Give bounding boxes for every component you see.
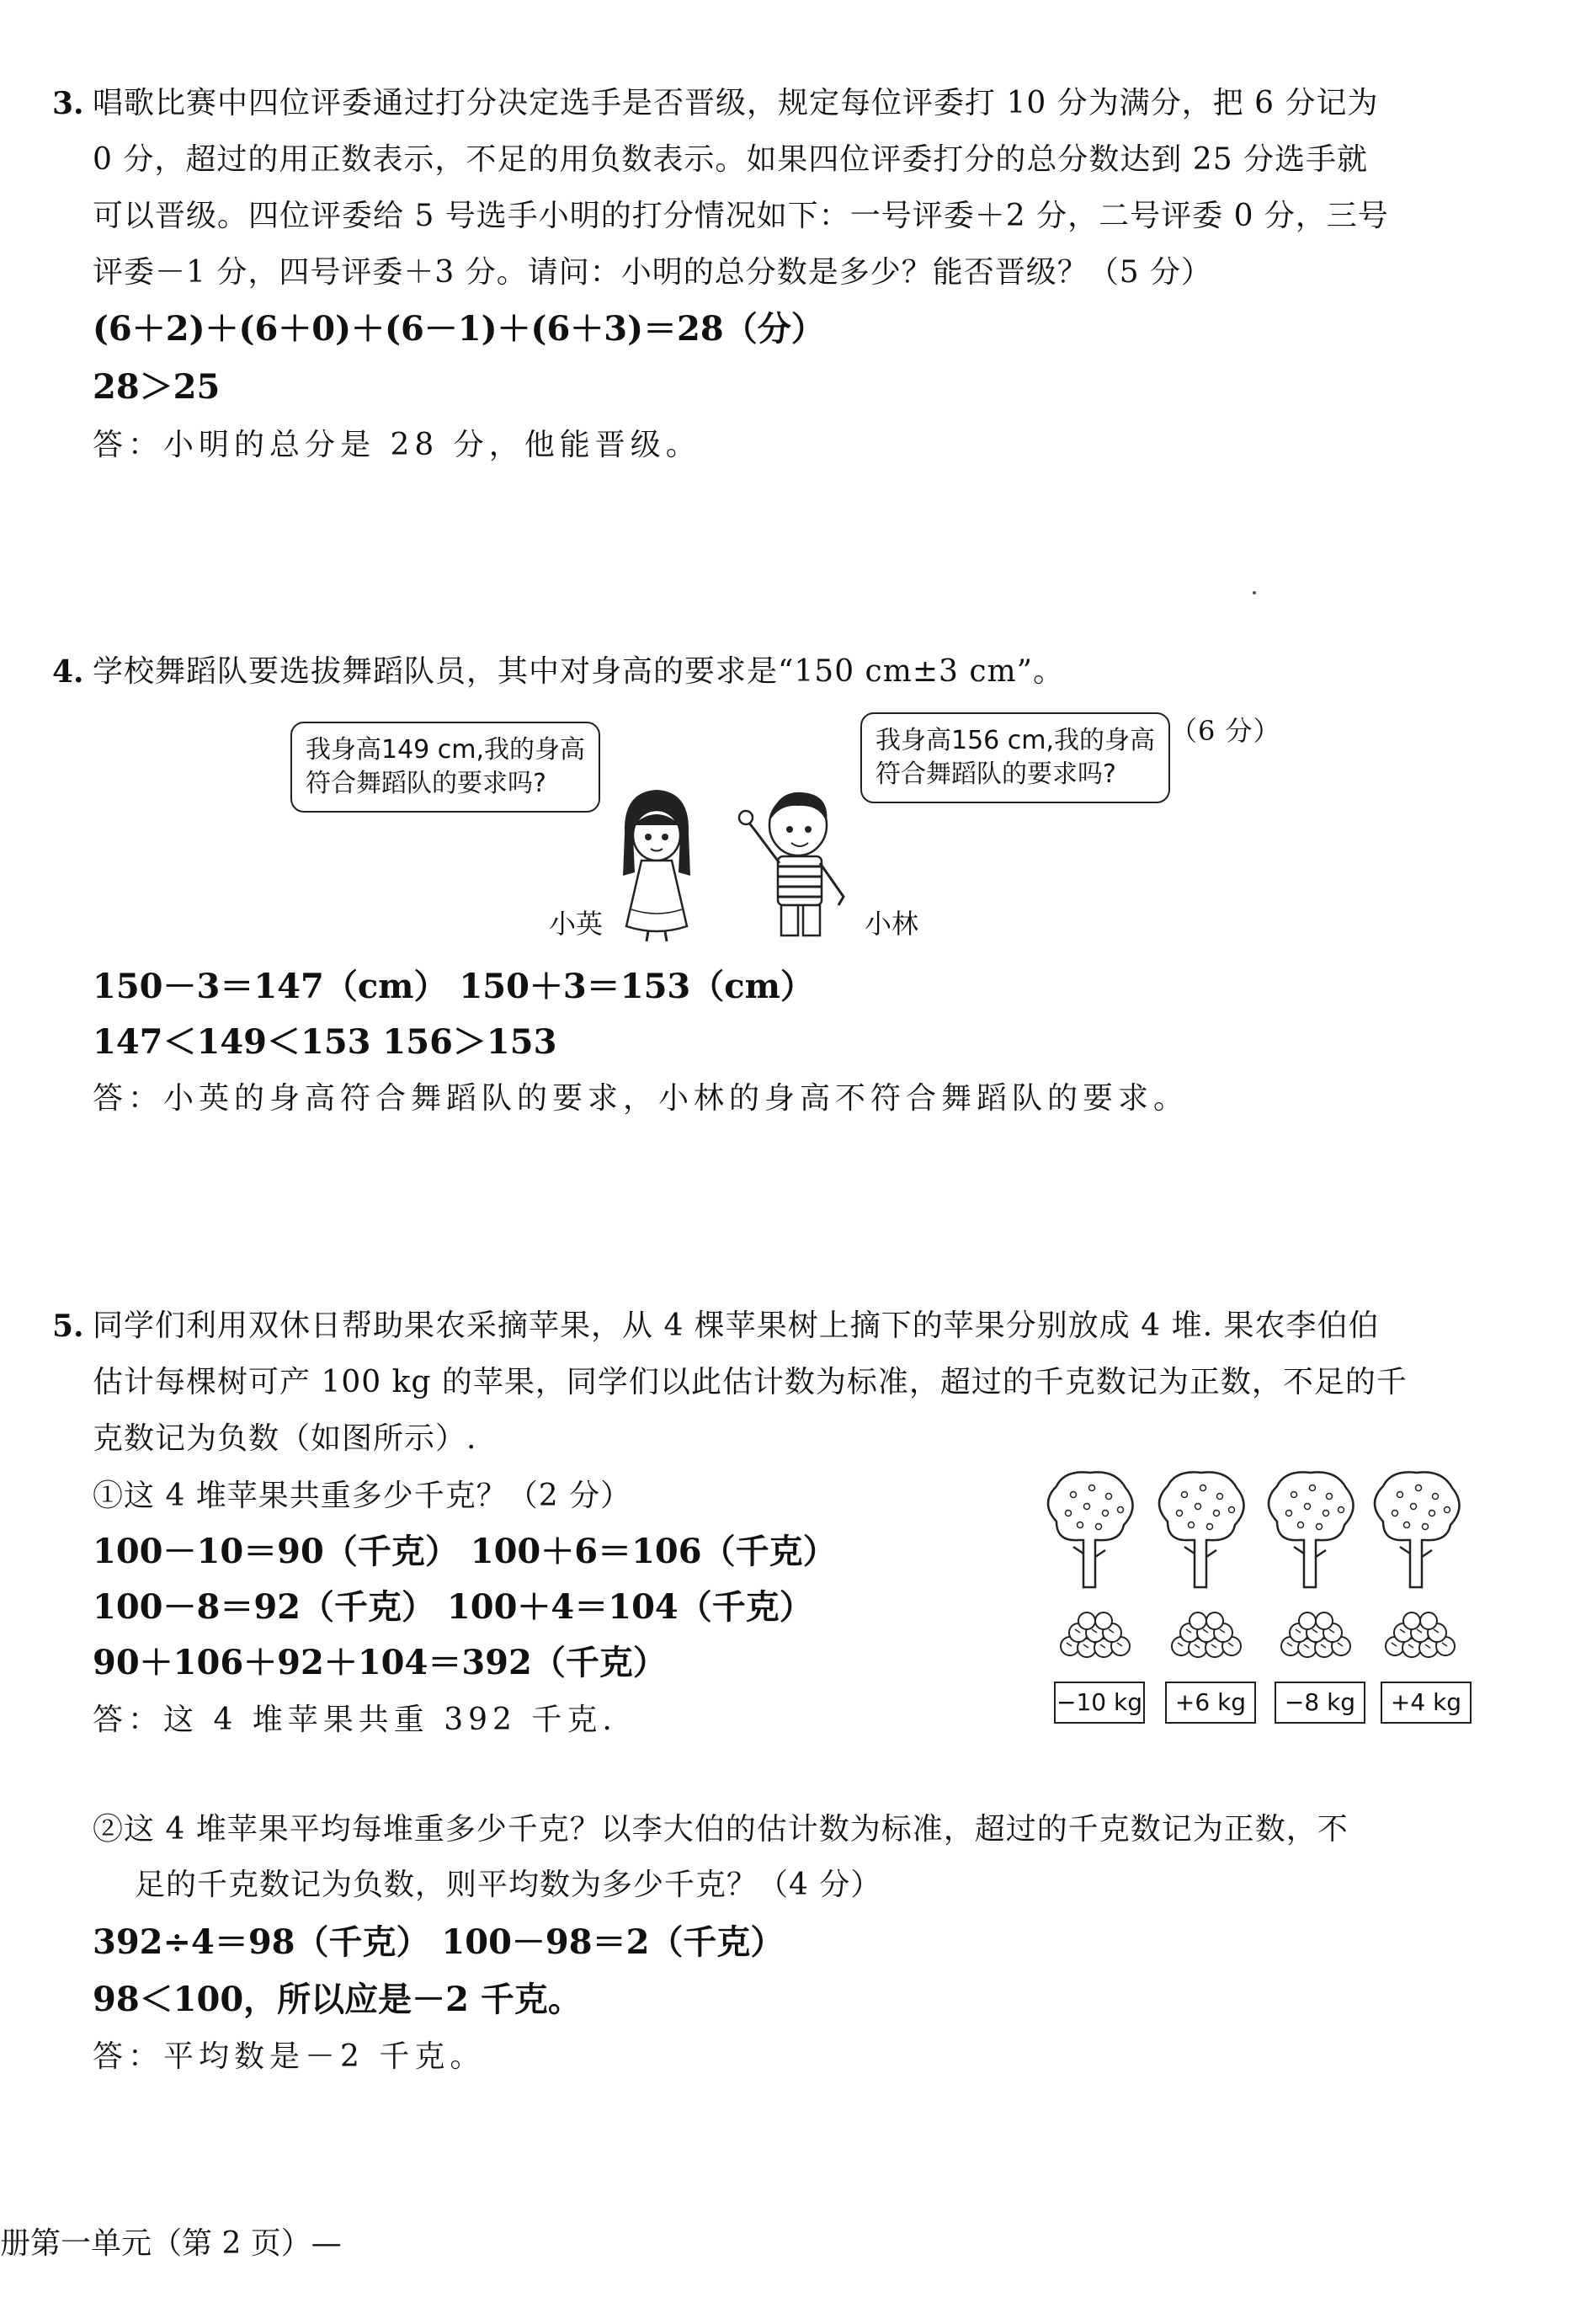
- boy-illustration: [726, 779, 860, 943]
- question-5-subquestion-1: ①这 4 堆苹果共重多少千克？（2 分）: [93, 1479, 632, 1513]
- question-5-work-1: 100－10＝90（千克） 100＋6＝106（千克）: [93, 1532, 837, 1571]
- apple-pile-tag-1: −10 kg: [1054, 1682, 1145, 1724]
- name-xiaolin: 小林: [865, 908, 919, 940]
- question-5-number: 5.: [52, 1309, 84, 1344]
- question-3-number: 3.: [52, 86, 84, 121]
- question-4-line: 学校舞蹈队要选拔舞蹈队员，其中对身高的要求是“150 cm±3 cm”。: [93, 654, 1065, 689]
- question-4-work-1: 150－3＝147（cm） 150＋3＝153（cm）: [93, 967, 814, 1006]
- page-footer: 册第一单元（第 2 页）—: [0, 2226, 342, 2261]
- question-5-line-1: 同学们利用双休日帮助果农采摘苹果，从 4 棵苹果树上摘下的苹果分别放成 4 堆. 果农李伯伯: [93, 1309, 1380, 1343]
- apple-pile-tag-3: −8 kg: [1275, 1682, 1365, 1724]
- girl-illustration: [606, 783, 707, 943]
- question-4-number: 4.: [52, 654, 84, 690]
- question-3-answer: 答：小明的总分是 28 分，他能晋级。: [93, 428, 701, 462]
- bubble-right-line-2: 符合舞蹈队的要求吗?: [875, 760, 1116, 789]
- apple-pile-tag-4: +4 kg: [1381, 1682, 1472, 1724]
- question-5-subquestion-2-line-1: ②这 4 堆苹果平均每堆重多少千克？以李大伯的估计数为标准，超过的千克数记为正数，不: [93, 1812, 1349, 1847]
- question-3-line-3: 可以晋级。四位评委给 5 号选手小明的打分情况如下：一号评委＋2 分，二号评委 0 分，三号: [93, 199, 1389, 233]
- name-xiaoying: 小英: [549, 908, 604, 940]
- speech-bubble-xiaolin: [860, 712, 1170, 803]
- bubble-left-line-1: 我身高149 cm,我的身高: [306, 735, 586, 765]
- question-3-line-1: 唱歌比赛中四位评委通过打分决定选手是否晋级，规定每位评委打 10 分为满分，把 6 分记为: [93, 86, 1379, 120]
- question-4-answer: 答：小英的身高符合舞蹈队的要求，小林的身高不符合舞蹈队的要求。: [93, 1081, 1189, 1116]
- question-4-work-2: 147＜149＜153 156＞153: [93, 1022, 557, 1062]
- question-3-line-2: 0 分，超过的用正数表示，不足的用负数表示。如果四位评委打分的总分数达到 25 分选手就: [93, 142, 1369, 177]
- question-5-subquestion-2-line-2: 足的千克数记为负数，则平均数为多少千克？（4 分）: [135, 1868, 882, 1902]
- question-5-answer-1: 答：这 4 堆苹果共重 392 千克.: [93, 1703, 617, 1737]
- bubble-right-line-1: 我身高156 cm,我的身高: [875, 726, 1156, 755]
- question-5-line-3: 克数记为负数（如图所示）.: [93, 1421, 477, 1456]
- question-5-work-4: 392÷4＝98（千克） 100－98＝2（千克）: [93, 1922, 785, 1962]
- question-4-score: （6 分）: [1170, 715, 1281, 747]
- question-5-work-5: 98＜100，所以应是－2 千克。: [93, 1980, 582, 2019]
- question-5-line-2: 估计每棵树可产 100 kg 的苹果，同学们以此估计数为标准，超过的千克数记为正数，不足的千: [93, 1365, 1408, 1399]
- question-5-work-2: 100－8＝92（千克） 100＋4＝104（千克）: [93, 1587, 813, 1627]
- bubble-left-line-2: 符合舞蹈队的要求吗?: [306, 769, 546, 798]
- apple-pile-tag-2: +6 kg: [1165, 1682, 1256, 1724]
- question-5-answer-2: 答：平均数是－2 千克。: [93, 2039, 486, 2074]
- question-3-work-2: 28＞25: [93, 367, 221, 407]
- question-5-work-3: 90＋106＋92＋104＝392（千克）: [93, 1643, 667, 1682]
- speech-bubble-xiaoying: [290, 722, 600, 813]
- question-3-line-4: 评委－1 分，四号评委＋3 分。请问：小明的总分数是多少？能否晋级？（5 分）: [93, 255, 1213, 290]
- question-3-work-1: (6＋2)＋(6＋0)＋(6－1)＋(6＋3)＝28（分）: [93, 309, 825, 349]
- apple-trees-illustration: [1040, 1469, 1477, 1676]
- stray-dot: [1253, 591, 1256, 594]
